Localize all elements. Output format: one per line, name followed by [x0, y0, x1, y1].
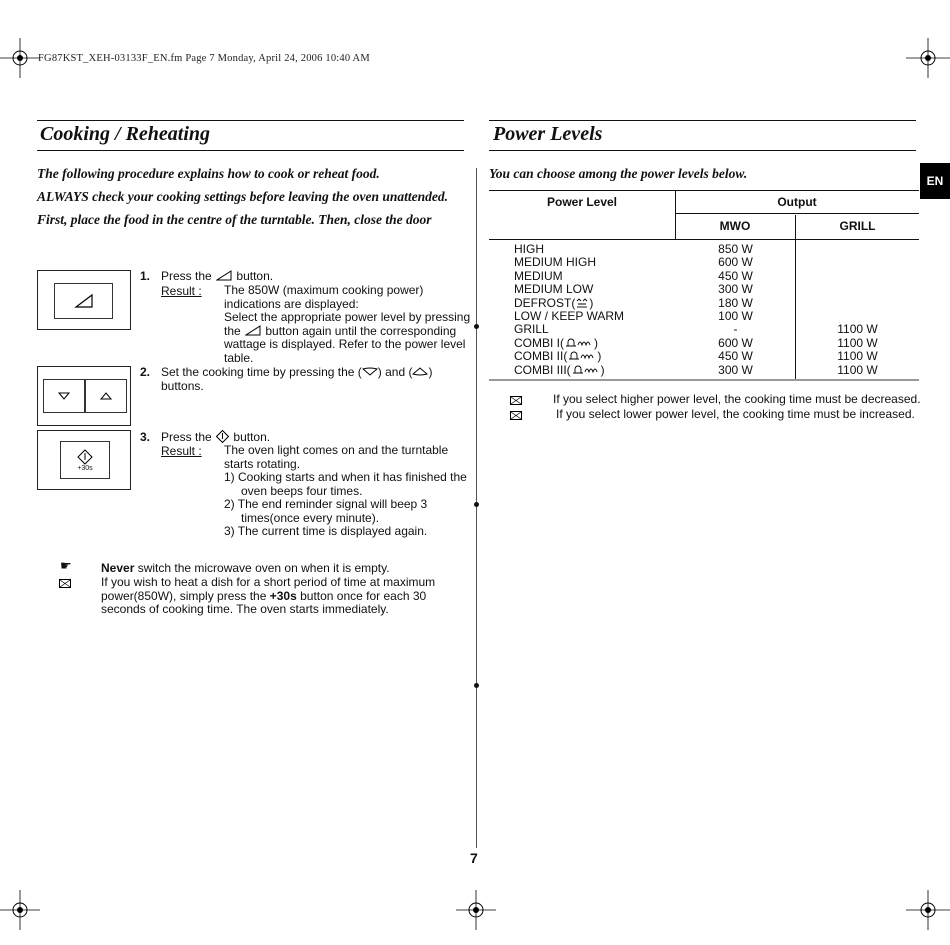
- intro-line: First, place the food in the centre of the turntable. Then, close the door: [37, 212, 432, 227]
- title-rule-bottom: [489, 150, 916, 151]
- language-tab: EN: [920, 163, 950, 199]
- page-number: 7: [470, 850, 478, 866]
- table-row: [489, 364, 919, 377]
- start-30s-button[interactable]: [60, 441, 110, 479]
- step2-text-a: Set the cooking time by pressing the (: [161, 365, 362, 379]
- table-row: [489, 243, 919, 256]
- combi-icon: [564, 337, 594, 348]
- result-line: oven beeps four times.: [241, 483, 363, 498]
- result-line: The oven light comes on and the turntable: [224, 443, 449, 457]
- grill-cell: 1100 W: [837, 362, 878, 377]
- power-button-panel: [37, 270, 131, 330]
- tip-line-2a: power(850W), simply press the: [101, 588, 270, 603]
- start-button-panel: [37, 430, 131, 490]
- power-level-name: DEFROST(: [514, 295, 576, 310]
- table-header-power-cell: [489, 191, 676, 239]
- power-level-cell: [514, 297, 593, 310]
- mwo-cell: 300 W: [718, 362, 753, 377]
- closing-paren: ): [594, 335, 598, 350]
- start-button-label: +30s: [77, 464, 93, 472]
- result-label: Result :: [161, 444, 202, 458]
- registration-mark-top-right: [906, 38, 950, 78]
- tip-note: [101, 576, 461, 617]
- power-intro: You can choose among the power levels below.: [489, 166, 748, 181]
- power-level-cell: [514, 350, 601, 363]
- start-icon: [77, 449, 93, 465]
- power-level-cell: [514, 270, 563, 283]
- result-line-with-icon: [224, 325, 469, 339]
- file-header: FG87KST_XEH-03133F_EN.fm Page 7 Monday, April 24, 2006 10:40 AM: [38, 53, 370, 64]
- result-line: 2) The end reminder signal will beep 3: [224, 497, 428, 511]
- divider-dot: [474, 502, 479, 507]
- table-row: [489, 256, 919, 269]
- power-level-name: COMBI I(: [514, 335, 564, 350]
- step3-result: [224, 444, 469, 539]
- power-level-table: [489, 190, 919, 381]
- step-number: 3.: [140, 430, 151, 444]
- time-down-button[interactable]: [43, 379, 85, 413]
- tip-line: If you wish to heat a dish for a short period of time at maximum: [101, 575, 436, 589]
- result-line: wattage is displayed. Refer to the power level: [224, 337, 466, 351]
- divider-dot: [474, 324, 479, 329]
- grill-cell: 1100 W: [837, 335, 878, 350]
- result-line: indications are displayed:: [224, 296, 359, 311]
- title-rule-top: [37, 120, 464, 121]
- time-up-button[interactable]: [85, 379, 127, 413]
- power-level-name: HIGH: [514, 242, 544, 256]
- table-row: [489, 337, 919, 350]
- table-body: [489, 240, 919, 381]
- power-level-cell: [514, 283, 593, 296]
- power-level-name: GRILL: [514, 322, 549, 337]
- grill-cell: 1100 W: [837, 322, 878, 337]
- section-title-cooking: Cooking / Reheating: [40, 123, 211, 145]
- combi-icon: [571, 364, 601, 375]
- step2-text-b: ) and (: [377, 365, 413, 379]
- table-row: [489, 350, 919, 363]
- power-level-button[interactable]: [54, 283, 113, 319]
- never-note-rest: switch the microwave oven on when it is empty.: [134, 561, 390, 575]
- power-level-name: MEDIUM: [514, 268, 563, 283]
- title-rule-top: [489, 120, 916, 121]
- column-header-mwo: MWO: [675, 215, 796, 239]
- defrost-icon: [575, 297, 589, 308]
- power-level-cell: [514, 310, 624, 323]
- power-level-name: LOW / KEEP WARM: [514, 308, 625, 323]
- mwo-cell: 180 W: [718, 295, 753, 310]
- table-row: [489, 310, 919, 323]
- result-line: times(once every minute).: [241, 510, 380, 525]
- table-row: [489, 283, 919, 296]
- intro-line: The following procedure explains how to cook or reheat food.: [37, 166, 380, 181]
- step1-result: [224, 284, 469, 365]
- table-row: [489, 297, 919, 310]
- power-note: If you select lower power level, the cooking time must be increased.: [556, 407, 915, 421]
- column-divider: [476, 168, 477, 848]
- never-note: [101, 561, 390, 575]
- note-icon: [510, 407, 522, 425]
- never-note-bold: Never: [101, 561, 135, 575]
- mwo-cell: 600 W: [718, 255, 753, 270]
- step1-text-a: Press the: [161, 269, 212, 283]
- result-line: The 850W (maximum cooking power): [224, 283, 424, 297]
- intro-line: ALWAYS check your cooking settings before leaving the oven unattended.: [37, 189, 448, 204]
- mwo-cell: 850 W: [718, 242, 753, 256]
- result-line: 3) The current time is displayed again.: [224, 524, 428, 538]
- mwo-cell: 100 W: [718, 308, 753, 323]
- result-line: starts rotating.: [224, 456, 301, 471]
- result-line: the: [224, 323, 241, 338]
- result-line: button again until the corresponding: [265, 323, 457, 338]
- intro-text: [37, 166, 467, 228]
- result-line: 1) Cooking starts and when it has finished the: [224, 470, 467, 484]
- power-level-icon: [245, 325, 261, 336]
- column-header-power-level: Power Level: [546, 195, 618, 209]
- step3-text-a: Press the: [161, 430, 212, 444]
- closing-paren: ): [597, 349, 602, 364]
- table-row: [489, 323, 919, 336]
- power-level-name: COMBI III(: [514, 362, 571, 377]
- tip-line: seconds of cooking time. The oven starts immediately.: [101, 602, 389, 616]
- column-header-grill: GRILL: [839, 219, 876, 233]
- title-rule-bottom: [37, 150, 464, 151]
- result-line: Select the appropriate power level by pressing: [224, 310, 471, 324]
- power-level-name: COMBI II(: [514, 349, 568, 364]
- note-icon: [59, 575, 71, 593]
- divider-dot: [474, 683, 479, 688]
- closing-paren: ): [589, 295, 594, 310]
- step-number: 2.: [140, 365, 151, 379]
- column-header-output: Output: [675, 191, 919, 214]
- registration-mark-bottom-right: [906, 890, 950, 930]
- power-level-cell: [514, 337, 598, 350]
- power-note: If you select higher power level, the cooking time must be decreased.: [553, 392, 921, 406]
- power-level-cell: [514, 323, 549, 336]
- power-level-icon: [216, 270, 232, 281]
- result-label: Result :: [161, 284, 202, 298]
- power-level-cell: [514, 364, 605, 377]
- closing-paren: ): [600, 362, 605, 377]
- grill-cell: 1100 W: [837, 349, 878, 364]
- down-arrow-icon: [58, 392, 70, 400]
- up-arrow-icon: [100, 392, 112, 400]
- power-level-icon: [74, 293, 94, 309]
- step3-text-b: button.: [233, 430, 271, 444]
- power-level-cell: [514, 243, 544, 256]
- step2-text-c: ): [428, 365, 433, 379]
- step2-text-line2: buttons.: [161, 379, 204, 393]
- result-line: table.: [224, 350, 254, 365]
- combi-icon: [567, 350, 597, 361]
- section-title-power: Power Levels: [493, 123, 603, 145]
- step3-text: [161, 430, 270, 444]
- time-buttons-panel: [37, 366, 131, 426]
- tip-line-2: [101, 590, 461, 604]
- registration-mark-bottom-center: [456, 890, 496, 930]
- power-level-name: MEDIUM HIGH: [514, 255, 596, 270]
- power-level-cell: [514, 256, 596, 269]
- mwo-cell: 600 W: [718, 335, 753, 350]
- registration-mark-top-left: [0, 38, 40, 78]
- mwo-cell: 450 W: [718, 268, 753, 283]
- table-header: [489, 190, 919, 240]
- table-row: [489, 270, 919, 283]
- up-arrow-icon: [412, 367, 428, 376]
- step1-text-b: button.: [236, 269, 274, 283]
- mwo-cell: 300 W: [718, 282, 753, 297]
- table-column-separator: [795, 240, 796, 379]
- step2-text: [161, 365, 432, 379]
- pointing-hand-icon: ☛: [60, 558, 72, 573]
- tip-line-2c: button once for each 30: [296, 588, 427, 603]
- tip-line-2b: +30s: [269, 588, 297, 603]
- start-icon: [216, 430, 229, 443]
- step1-text: [161, 269, 273, 283]
- mwo-cell: -: [733, 322, 738, 337]
- mwo-cell: 450 W: [718, 349, 753, 364]
- power-level-name: MEDIUM LOW: [514, 282, 594, 297]
- registration-mark-bottom-left: [0, 890, 40, 930]
- step-number: 1.: [140, 269, 151, 283]
- down-arrow-icon: [362, 367, 378, 376]
